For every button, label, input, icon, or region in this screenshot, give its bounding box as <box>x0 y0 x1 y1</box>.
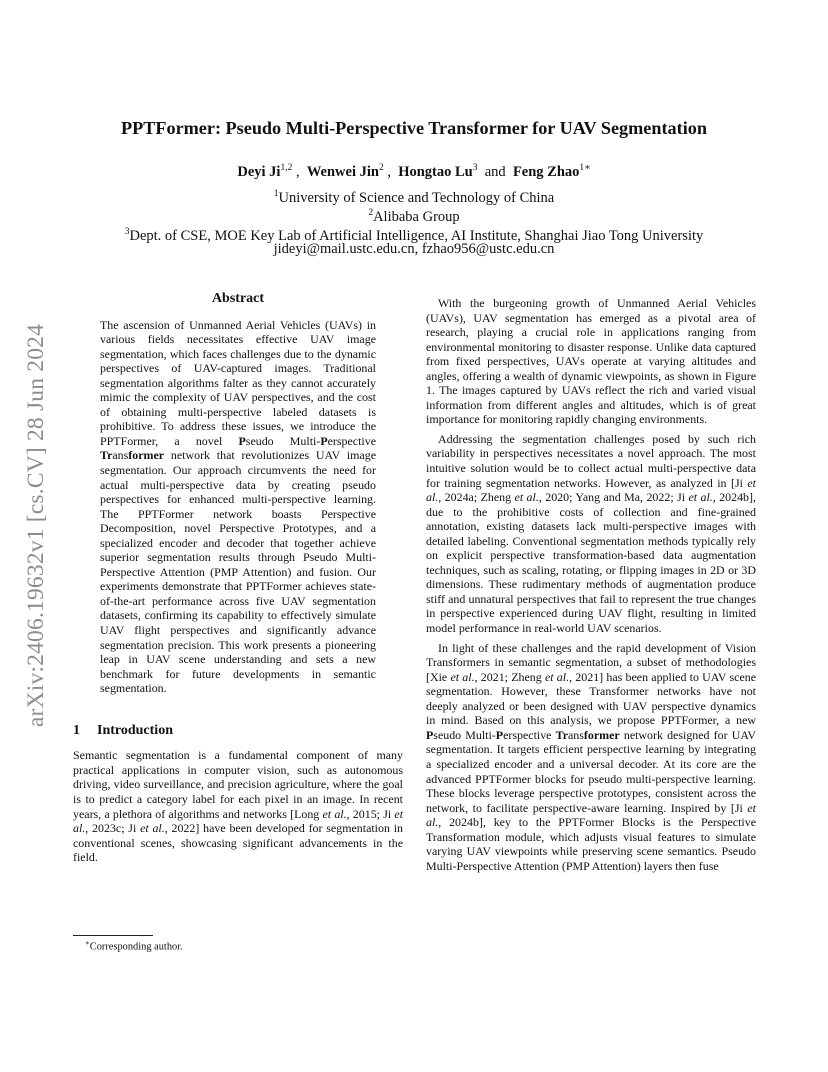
author-name: Deyi Ji <box>237 163 281 180</box>
author-name: Wenwei Jin <box>306 163 379 180</box>
affiliation: $^2$Alibaba Group <box>368 208 460 225</box>
author-name: Hongtao Lu <box>398 163 473 180</box>
author-emails: jideyi@mail.ustc.edu.cn, fzhao956@ustc.edu.cn <box>273 241 555 257</box>
footnote: ∗Corresponding author. <box>85 939 183 953</box>
affiliation: $^1$University of Science and Technology of China <box>273 189 555 206</box>
author-list: Deyi Ji$^{1,2}$ , Wenwei Jin$^2$ , Hongtao Lu$^3$ and Feng Zhao$^{1∗}$ <box>237 163 591 180</box>
section-heading-introduction: 1 Introduction <box>73 722 173 738</box>
abstract-heading: Abstract <box>211 291 265 306</box>
left-column <box>73 292 403 865</box>
abstract-body <box>73 318 403 696</box>
body-paragraph: In light of these challenges and the rapid development of Vision Transformers in semantic segmentation, a subset of methodologies [Xie et al., 2021; Zheng et al., 2021] has been applied to UAV scene segmentation. However, these Transformer networks have not deeply analyzed or been designed with UAV perspective dynamics in mind. Based on this analysis, we propose PPTFormer, a new Pseudo Multi-Perspective Transformer network designed for UAV segmentation. It targets efficient perspective learning by integrating a specialized encoder and a universal decoder. At its core are the advanced PPTFormer blocks for pseudo multi-perspective learning. These blocks leverage perspective prototypes, consistent across the network, to facilitate perspective-aware learning. Inspired by [Ji et al., 2024b], key to the PPTFormer Blocks is the Perspective Transformation module, which adjusts visual features to simulate varying UAV viewpoints while preserving scene semantics. Pseudo Multi-Perspective Attention (PMP Attention) layers then fuse <box>426 640 757 873</box>
right-column <box>426 296 756 873</box>
paper-title: PPTFormer: Pseudo Multi-Perspective Transformer for UAV Segmentation <box>121 118 707 138</box>
abstract-text: The ascension of Unmanned Aerial Vehicles (UAVs) in various fields necessitates effective UAV image segmentation, which faces challenges due to the dynamic perspectives of UAV-captured images. Traditional segmentation algorithms falter as they cannot accurately mimic the complexity of UAV perspectives, and the cost of obtaining multi-perspective labeled datasets is prohibitive. To address these issues, we introduce the PPTFormer, a novel Pseudo Multi-Perspective Transformer network that revolutionizes UAV image segmentation. Our approach circumvents the need for actual multi-perspective data by creating pseudo perspectives for enhanced multi-perspective learning. The PPTFormer network boasts Perspective Decomposition, novel Perspective Prototypes, and a specialized encoder and decoder that together achieve superior segmentation results through Pseudo Multi-Perspective Attention (PMP Attention) and fusion. Our experiments demonstrate that PPTFormer achieves state-of-the-art performance across five UAV segmentation datasets, confirming its capability to effectively simulate UAV flight perspectives and significantly advance segmentation precision. This work presents a pioneering leap in UAV scene understanding and sets a new benchmark for future developments in semantic segmentation. <box>100 317 376 696</box>
author-name: Feng Zhao <box>512 163 580 180</box>
footnote-rule <box>73 935 153 936</box>
arxiv-stamp: arXiv:2406.19632v1 [cs.CV] 28 Jun 2024 <box>23 323 50 727</box>
body-paragraph: With the burgeoning growth of Unmanned Aerial Vehicles (UAVs), UAV segmentation has emerged as a pivotal area of research, playing a crucial role in applications ranging from environmental monitoring to disaster response. Unlike data captured from fixed perspectives, UAVs operate at varying altitudes and angles, offering a wealth of dynamic viewpoints, as shown in Figure 1. The images captured by UAVs reflect the rich and varied visual information from different angles and altitudes, which is of great importance for monitoring rapidly changing environments. <box>426 296 756 427</box>
intro-paragraph: Semantic segmentation is a fundamental component of many practical applications in computer vision, such as autonomous driving, video surveillance, and precision agriculture, where the goal is to predict a category label for each pixel in an image. In recent years, a plethora of algorithms and networks [Long et al., 2015; Ji et al., 2023c; Ji et al., 2022] have been developed for segmentation in conventional scenes, showcasing significant advancements in the field. <box>73 748 404 865</box>
body-paragraph: Addressing the segmentation challenges posed by such rich variability in perspectives necessitates a novel approach. The most intuitive solution would be to collect actual multi-perspective data for training segmentation networks. However, as analyzed in [Ji et al., 2024a; Zheng et al., 2020; Yang and Ma, 2022; Ji et al., 2024b], due to the prohibitive costs of collection and fine-grained annotation, existing datasets lack multi-perspective images with detailed labeling. Conventional segmentation methods typically rely on explicit perspective transformation-based data augmentation techniques, such as scaling, rotating, or flipping images in 2D or 3D dimensions. These rudimentary methods of augmentation produce stiff and unnatural perspectives that fail to represent the true changes in perspective experienced during UAV flight, resulting in limited model performance in real-world UAV scenarios. <box>426 431 756 636</box>
affiliation: $^3$Dept. of CSE, MOE Key Lab of Artificial Intelligence, AI Institute, Shanghai Jiao Tong University <box>124 227 704 244</box>
